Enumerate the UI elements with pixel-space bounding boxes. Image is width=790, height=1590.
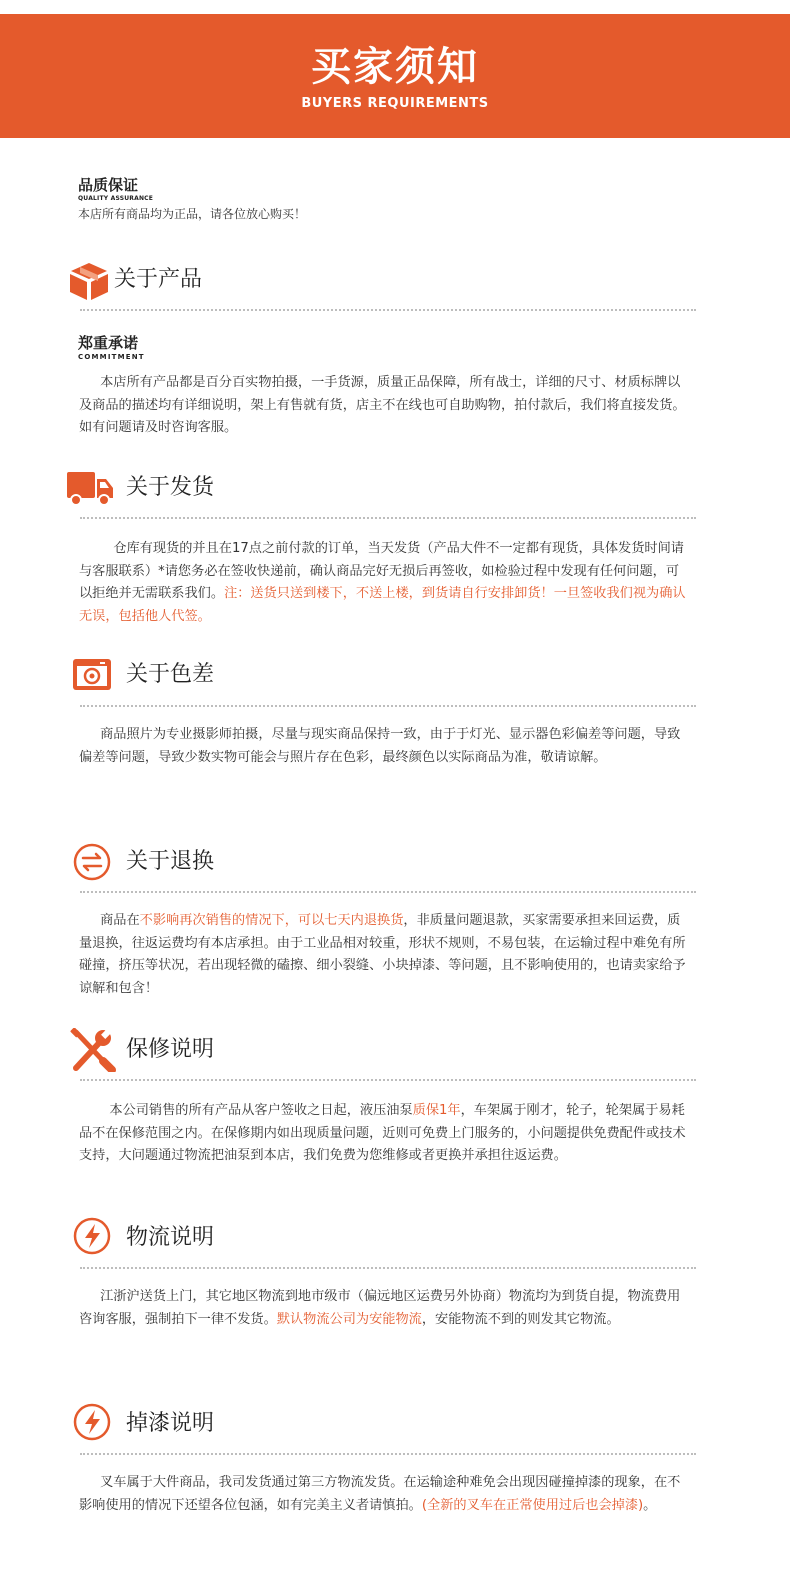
section-title: 关于发货 — [126, 475, 215, 500]
highlight-text: 质保1年 — [412, 1103, 461, 1118]
section-body — [79, 1286, 687, 1331]
body-text: ，车架属于刚才，轮子，轮架属于易耗品不在保修范围之内。在保修期内如出现质量问题，近则可免费上门服务的，小问题提供免费配件或技术支持，大问题通过物流把油泵到本店，我们免费为您维修或者更换并承担往返运费。 — [79, 1103, 686, 1163]
section-title: 关于色差 — [126, 662, 215, 687]
quality-title: 品质保证 — [78, 176, 139, 194]
exchange-icon — [72, 842, 118, 884]
wrench-screwdriver-icon — [70, 1028, 116, 1070]
body-text: 本公司销售的所有产品从客户签收之日起，液压油泵 — [109, 1103, 413, 1118]
section-body — [79, 1472, 687, 1517]
body-text: ，安能物流不到的则发其它物流。 — [421, 1311, 620, 1327]
section-body: 本店所有产品都是百分百实物拍摄，一手货源，质量正品保障，所有战士，详细的尺寸、材质标牌以及商品的描述均有详细说明，架上有售就有货，店主不在线也可自助购物，拍付款后，我们将直接发货。如有问题请及时咨询客服。 — [79, 375, 686, 435]
dotted-divider — [80, 1079, 696, 1081]
body-text: 商品在 — [100, 913, 140, 928]
camera-icon — [72, 656, 118, 698]
dotted-divider — [80, 705, 696, 707]
body-text: 江浙沪送货上门，其它地区物流到地市级市（偏远地区运费另外协商）物流均为到货自提，物流费用咨询客服，强制拍下一律不发货。 — [79, 1289, 681, 1327]
commitment-title: 郑重承诺 — [78, 334, 139, 352]
dotted-divider — [80, 891, 696, 893]
banner-subtitle: BUYERS REQUIREMENTS — [301, 96, 489, 111]
body-text: 仓库有现货的并且在17点之前付款的订单，当天发货（产品大件不一定都有现货，具体发货时间请与客服联系）*请您务必在签收快递前，确认商品完好无损后再签收，如检验过程中发现有任何问题，可以拒绝并无需联系我们。 — [79, 541, 684, 601]
quality-text: 本店所有商品均为正品，请各位放心购买！ — [78, 207, 307, 221]
body-text: ，非质量问题退款，买家需要承担来回运费，质量退换，往返运费均有本店承担。由于工业品相对较重，形状不规则，不易包装，在运输过程中难免有所碰撞，挤压等状况，若出现轻微的磕擦、细小裂缝、小块掉漆、等问题，且不影响使用的，也请卖家给予谅解和包含！ — [79, 913, 686, 996]
section-body — [79, 538, 687, 628]
section-body: 商品照片为专业摄影师拍摄，尽量与现实商品保持一致，由于于灯光、显示器色彩偏差等问题，导致偏差等问题，导致少数实物可能会与照片存在色彩，最终颜色以实际商品为准，敬请谅解。 — [79, 727, 681, 765]
lightning-icon — [72, 1216, 118, 1258]
body-text: 叉车属于大件商品，我司发货通过第三方物流发货。在运输途种难免会出现因碰撞掉漆的现象，在不影响使用的情况下还望各位包涵，如有完美主义者请慎拍。 — [79, 1475, 681, 1513]
section-body — [79, 910, 687, 1000]
box-icon — [66, 260, 112, 302]
highlight-text: 默认物流公司为安能物流 — [276, 1311, 422, 1327]
truck-icon — [66, 466, 112, 508]
quality-assurance — [78, 176, 306, 223]
lightning-icon — [72, 1402, 118, 1444]
highlight-text: 不影响再次销售的情况下，可以七天内退换货 — [139, 913, 404, 928]
highlight-text: 注：送货只送到楼下，不送上楼，到货请自行安排卸货！一旦签收我们视为确认无误，包括他人代签。 — [79, 586, 686, 624]
section-title: 保修说明 — [126, 1037, 215, 1062]
dotted-divider — [80, 1267, 696, 1269]
highlight-text: (全新的叉车在正常使用过后也会掉漆) — [421, 1497, 644, 1513]
body-text: 。 — [643, 1497, 657, 1513]
commitment-subtitle: COMMITMENT — [78, 353, 145, 361]
dotted-divider — [80, 309, 696, 311]
section-title: 掉漆说明 — [126, 1411, 215, 1436]
section-body — [79, 1100, 687, 1168]
section-title: 关于退换 — [126, 849, 215, 874]
header-banner — [0, 14, 790, 138]
section-title: 关于产品 — [114, 267, 203, 292]
quality-subtitle: QUALITY ASSURANCE — [78, 195, 154, 202]
dotted-divider — [80, 1453, 696, 1455]
dotted-divider — [80, 517, 696, 519]
section-title: 物流说明 — [126, 1225, 215, 1250]
commitment-heading — [78, 334, 145, 362]
banner-title: 买家须知 — [311, 44, 479, 90]
